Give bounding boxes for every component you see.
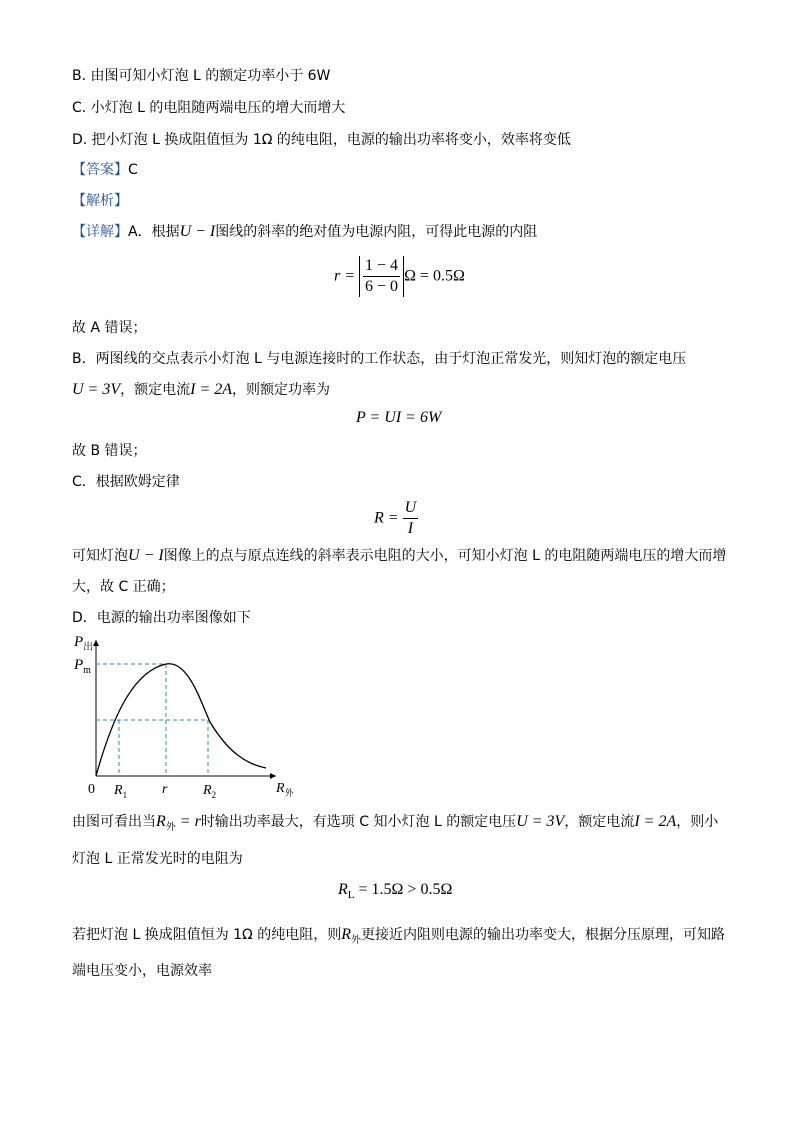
d-text-3: 灯泡 L 正常发光时的电阻为 [72, 851, 243, 867]
eq-r-lhs: r = [334, 267, 356, 285]
answer-tag: 【答案】 [72, 162, 128, 178]
c-text-3: 大，故 C 正确； [72, 579, 175, 595]
b-line-2 [72, 380, 330, 400]
d-eq-r: = r [175, 813, 201, 830]
d-text-2d: ，则小 [676, 814, 719, 830]
x-axis-label: $R_外$ [276, 781, 294, 798]
a-line [72, 222, 537, 242]
eq-r-den: 6 − 0 [365, 278, 399, 295]
equation-p: P = UI = 6W [356, 409, 442, 426]
d-text-1: D．电源的输出功率图像如下 [72, 610, 251, 626]
y-axis-label: $P_出$ [74, 634, 94, 653]
d-line-4 [72, 925, 725, 951]
r2-label: $R_2$ [203, 783, 217, 800]
d-text-4a: 若把灯泡 L 换成阻值恒为 1Ω 的纯电阻，则 [72, 927, 342, 943]
c-line-2 [72, 546, 726, 566]
b-text-2: ，额定电流 [120, 382, 191, 398]
d-text-2a: 由图可看出当 [72, 814, 156, 830]
option-c: C. 小灯泡 L 的电阻随两端电压的增大而增大 [72, 100, 346, 116]
d-rwai-sub-2: 外 [351, 934, 361, 946]
d-line-2 [72, 812, 718, 838]
c-text-1: C．根据欧姆定律 [72, 474, 180, 490]
eq-r-abs [359, 256, 404, 297]
eq-R-frac [403, 498, 419, 539]
option-b: B. 由图可知小灯泡 L 的额定功率小于 6W [72, 68, 331, 84]
b-u: U = 3V [72, 381, 121, 398]
eq-rl-rhs: = 1.5Ω > 0.5Ω [354, 881, 453, 898]
d-rwai-sub: 外 [165, 821, 176, 833]
d-rwai-2: R [341, 926, 351, 943]
eq-R-num: U [403, 498, 419, 519]
eq-r-rhs: Ω = 0.5Ω [404, 267, 465, 285]
b-conclusion: 故 B 错误； [72, 443, 147, 459]
eq-r-num: 1 − 4 [363, 256, 400, 277]
d-text-2c: ，额定电流 [564, 814, 635, 830]
r1-label: $R_1$ [114, 783, 128, 800]
answer-line [72, 160, 138, 180]
b-i: I = 2A [190, 381, 233, 398]
equation-r [334, 256, 465, 297]
d-text-4b: 更接近内阻则电源的输出功率变大，根据分压原理，可知路 [361, 927, 725, 943]
eq-rl-sub: L [347, 889, 355, 902]
d-text-5: 端电压变小，电源效率 [72, 963, 212, 979]
c-ui: U − I [128, 547, 164, 564]
d-text-2b: 时输出功率最大，有选项 C 知小灯泡 L 的额定电压 [200, 814, 517, 830]
a-conclusion: 故 A 错误； [72, 320, 147, 336]
eq-R-den: I [407, 520, 414, 537]
d-i: I = 2A [634, 813, 677, 830]
c-text-2a: 可知灯泡 [72, 548, 128, 564]
eq-rl-lhs: R [338, 881, 348, 898]
eq-r-frac [363, 256, 400, 297]
c-text-2b: 图像上的点与原点连线的斜率表示电阻的大小，可知小灯泡 L 的电阻随两端电压的增大而增 [163, 548, 727, 564]
d-u: U = 3V [516, 813, 565, 830]
eq-R-lhs: R = [374, 509, 399, 527]
equation-rl [338, 881, 452, 901]
equation-R [374, 498, 418, 539]
analysis-tag: 【解析】 [72, 193, 128, 209]
answer-value: C [128, 162, 138, 178]
pm-label: $P_m$ [74, 657, 91, 676]
output-power-graph [70, 630, 300, 805]
detail-tag: 【详解】 [72, 224, 128, 240]
a-ui: U − I [179, 223, 216, 240]
a-text-1: A．根据 [128, 224, 180, 240]
origin-label: 0 [88, 782, 95, 797]
d-rwai: R [156, 813, 166, 830]
option-d: D. 把小灯泡 L 换成阻值恒为 1Ω 的纯电阻，电源的输出功率将变小，效率将变低 [72, 132, 571, 148]
b-text-1: B．两图线的交点表示小灯泡 L 与电源连接时的工作状态，由于灯泡正常发光，则知灯泡的额定电压 [72, 351, 687, 367]
a-text-2: 图线的斜率的绝对值为电源内阻，可得此电源的内阻 [215, 224, 538, 240]
r-label: r [162, 782, 168, 797]
b-text-3: ，则额定功率为 [232, 382, 331, 398]
